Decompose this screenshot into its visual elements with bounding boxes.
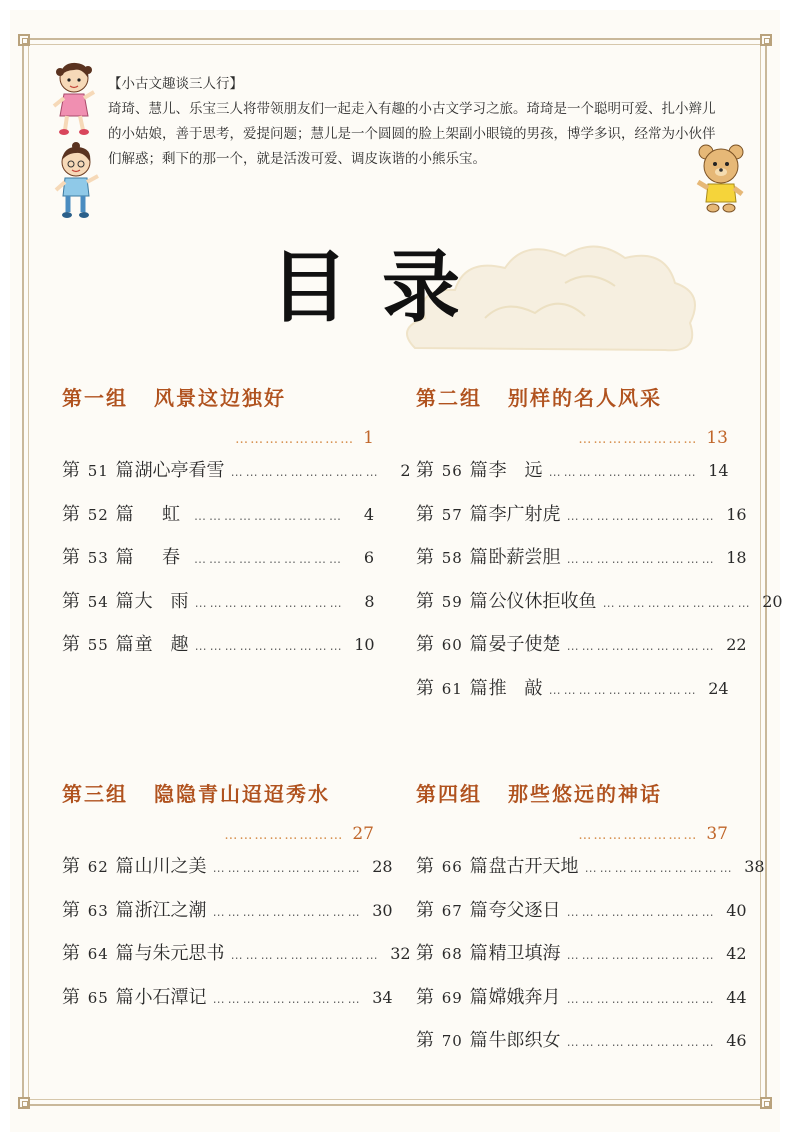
entry-title: 春	[162, 547, 180, 568]
entry-number: 62	[87, 858, 109, 876]
entry-suffix: 篇	[469, 634, 489, 655]
entry-title: 山川之美	[134, 856, 207, 877]
toc-entry[interactable]	[416, 587, 783, 631]
leader-dots: …………………………	[584, 861, 735, 875]
entry-suffix: 篇	[469, 899, 489, 921]
toc-entry[interactable]	[62, 852, 393, 896]
entry-prefix: 第	[416, 677, 435, 699]
toc-group-4	[416, 778, 765, 1070]
frame-corner-ornament	[760, 1097, 772, 1109]
entry-title: 李 远	[488, 460, 543, 481]
entry-number: 55	[87, 636, 109, 654]
entry-suffix: 篇	[115, 986, 135, 1008]
toc-group-2	[416, 382, 783, 717]
entry-prefix: 第	[416, 1030, 435, 1051]
toc-entry[interactable]	[416, 543, 747, 587]
leader-dots: …………………………	[194, 595, 345, 610]
entry-page: 42	[726, 944, 747, 963]
entry-page: 18	[726, 548, 747, 567]
entry-suffix: 篇	[469, 503, 489, 525]
leader-dots: ……………………	[235, 432, 356, 447]
entry-title: 公仪休拒收鱼	[488, 590, 597, 612]
entry-prefix: 第	[62, 503, 81, 525]
entry-prefix: 第	[416, 986, 435, 1008]
toc-entry[interactable]	[62, 587, 374, 631]
leader-dots: …………………………	[212, 861, 363, 875]
entry-page: 44	[726, 987, 747, 1007]
entry-prefix: 第	[416, 634, 435, 655]
entry-number: 52	[87, 505, 109, 524]
entry-suffix: 篇	[469, 986, 489, 1008]
group-page-line	[416, 428, 728, 456]
intro-text: 琦琦、慧儿、乐宝三人将带领朋友们一起走入有趣的小古文学习之旅。琦琦是一个聪明可爱、扎小辫儿的小姑娘，善于思考，爱提问题；慧儿是一个圆圆的脸上架副小眼镜的男孩，博学多识，经常为小伙伴们解惑；剩下的那一个，就是活泼可爱、调皮诙谐的小熊乐宝。	[108, 101, 716, 167]
leader-dots: …………………………	[566, 552, 717, 566]
entry-number: 63	[87, 901, 109, 920]
entry-number: 51	[87, 462, 109, 480]
entry-page: 34	[372, 987, 393, 1007]
group-page-line	[62, 428, 374, 456]
entry-suffix: 篇	[115, 460, 135, 481]
entry-number: 68	[441, 945, 463, 963]
entry-title: 卧薪尝胆	[488, 547, 561, 568]
entry-title: 与朱元思书	[134, 943, 225, 964]
entry-title: 湖心亭看雪	[134, 460, 225, 481]
boy-huier-illustration	[52, 140, 104, 220]
entry-page: 30	[372, 900, 393, 920]
entry-title: 嫦娥奔月	[488, 986, 561, 1008]
toc-entry[interactable]	[62, 896, 393, 940]
entry-number: 61	[441, 679, 463, 698]
leader-dots: …………………………	[602, 595, 753, 610]
entry-prefix: 第	[416, 503, 435, 525]
entry-suffix: 篇	[115, 634, 135, 655]
entry-page: 4	[363, 504, 374, 524]
entry-list	[416, 456, 783, 717]
entry-page: 22	[726, 635, 747, 654]
group-page-number: 27	[352, 824, 374, 844]
toc-entry[interactable]	[62, 543, 374, 587]
entry-page: 20	[762, 591, 783, 611]
entry-number: 58	[441, 549, 463, 567]
group-label: 第四组	[416, 782, 482, 806]
entry-number: 60	[441, 636, 463, 654]
entry-number: 69	[441, 988, 463, 1007]
frame-corner-ornament	[18, 34, 30, 46]
leader-dots: …………………………	[194, 639, 345, 653]
group-name: 隐隐青山迢迢秀水	[154, 782, 330, 806]
entry-prefix: 第	[416, 943, 435, 964]
entry-page: 24	[708, 678, 729, 698]
entry-number: 56	[441, 462, 463, 480]
toc-entry[interactable]	[416, 983, 747, 1027]
intro-title: 【小古文趣谈三人行】	[108, 76, 243, 92]
toc-entry[interactable]	[62, 456, 411, 500]
entry-page: 38	[744, 857, 765, 876]
group-page-line	[416, 824, 728, 852]
entry-page: 14	[708, 461, 729, 480]
entry-title: 盘古开天地	[488, 856, 579, 877]
entry-prefix: 第	[62, 547, 81, 568]
entry-suffix: 篇	[469, 460, 489, 481]
entry-suffix: 篇	[469, 590, 489, 612]
group-name: 风景这边独好	[154, 386, 286, 410]
leader-dots: …………………………	[548, 465, 699, 479]
group-title[interactable]	[416, 778, 728, 808]
entry-number: 67	[441, 901, 463, 920]
toc-entry[interactable]	[416, 1026, 747, 1070]
entry-prefix: 第	[416, 856, 435, 877]
toc-entry[interactable]	[416, 630, 747, 674]
toc-entry[interactable]	[62, 500, 374, 544]
toc-group-1	[62, 382, 411, 674]
intro-section	[108, 72, 728, 172]
entry-page: 6	[363, 548, 374, 567]
leader-dots: ……………………	[224, 828, 345, 843]
girl-qiqi-illustration	[52, 58, 102, 138]
entry-suffix: 篇	[469, 856, 489, 877]
entry-number: 57	[441, 505, 463, 524]
leader-dots: …………………………	[566, 1035, 717, 1049]
entry-list	[62, 852, 411, 1026]
group-title[interactable]	[416, 382, 728, 412]
entry-suffix: 篇	[115, 547, 135, 568]
group-label: 第一组	[62, 386, 128, 410]
entry-page: 46	[726, 1031, 747, 1050]
frame-corner-ornament	[18, 1097, 30, 1109]
entry-title: 大 雨	[134, 590, 189, 612]
entry-prefix: 第	[416, 460, 435, 481]
entry-prefix: 第	[62, 634, 81, 655]
leader-dots: …………………………	[566, 948, 717, 962]
entry-number: 64	[87, 945, 109, 963]
entry-title: 虹	[162, 503, 180, 525]
entry-page: 16	[726, 504, 747, 524]
entry-title: 夸父逐日	[488, 899, 561, 921]
entry-suffix: 篇	[469, 547, 489, 568]
toc-entry[interactable]	[416, 896, 747, 940]
toc-entry[interactable]	[416, 939, 747, 983]
entry-number: 66	[441, 858, 463, 876]
leader-dots: …………………………	[566, 639, 717, 653]
entry-suffix: 篇	[115, 899, 135, 921]
toc-entry[interactable]	[416, 852, 765, 896]
leader-dots: …………………………	[566, 508, 717, 523]
group-name: 那些悠远的神话	[508, 782, 662, 806]
group-page-number: 37	[706, 824, 728, 844]
entry-number: 54	[87, 592, 109, 611]
entry-suffix: 篇	[115, 590, 135, 612]
page-title: 目录	[270, 242, 495, 333]
entry-suffix: 篇	[115, 856, 135, 877]
entry-prefix: 第	[416, 590, 435, 612]
entry-title: 精卫填海	[488, 943, 561, 964]
leader-dots: …………………………	[212, 904, 363, 919]
leader-dots: …………………………	[194, 508, 344, 523]
group-label: 第三组	[62, 782, 128, 806]
entry-title: 推 敲	[488, 677, 543, 699]
group-page-number: 13	[706, 428, 728, 448]
entry-title: 牛郎织女	[488, 1030, 561, 1051]
entry-title: 李广射虎	[488, 503, 561, 525]
entry-prefix: 第	[62, 943, 81, 964]
entry-prefix: 第	[62, 899, 81, 921]
entry-number: 59	[441, 592, 463, 611]
entry-prefix: 第	[62, 460, 81, 481]
entry-prefix: 第	[416, 547, 435, 568]
entry-list	[416, 852, 765, 1070]
entry-suffix: 篇	[469, 943, 489, 964]
leader-dots: …………………………	[566, 904, 717, 919]
entry-page: 10	[354, 635, 375, 654]
group-title[interactable]	[62, 382, 374, 412]
toc-entry[interactable]	[62, 939, 411, 983]
group-page-line	[62, 824, 374, 852]
entry-suffix: 篇	[115, 943, 135, 964]
leader-dots: ……………………	[578, 828, 699, 843]
entry-title: 小石潭记	[134, 986, 207, 1008]
group-title[interactable]	[62, 778, 374, 808]
toc-entry[interactable]	[62, 630, 374, 674]
entry-title: 晏子使楚	[488, 634, 561, 655]
entry-number: 70	[441, 1032, 463, 1050]
entry-prefix: 第	[62, 856, 81, 877]
leader-dots: …………………………	[194, 552, 344, 566]
entry-suffix: 篇	[115, 503, 135, 525]
leader-dots: ……………………	[578, 432, 699, 447]
entry-number: 53	[87, 549, 109, 567]
group-page-number: 1	[363, 428, 374, 448]
entry-prefix: 第	[62, 590, 81, 612]
leader-dots: …………………………	[212, 991, 363, 1006]
toc-entry[interactable]	[416, 674, 728, 718]
group-name: 别样的名人风采	[508, 386, 662, 410]
toc-entry[interactable]	[416, 500, 747, 544]
toc-entry[interactable]	[416, 456, 728, 500]
entry-title: 童 趣	[134, 634, 189, 655]
toc-group-3	[62, 778, 411, 1026]
entry-prefix: 第	[416, 899, 435, 921]
leader-dots: …………………………	[566, 991, 717, 1006]
entry-prefix: 第	[62, 986, 81, 1008]
entry-title: 浙江之潮	[134, 899, 207, 921]
entry-list	[62, 456, 411, 674]
entry-page: 8	[364, 591, 375, 611]
entry-page: 2	[400, 461, 411, 480]
entry-suffix: 篇	[469, 1030, 489, 1051]
frame-corner-ornament	[760, 34, 772, 46]
leader-dots: …………………………	[230, 948, 381, 962]
group-label: 第二组	[416, 386, 482, 410]
entry-suffix: 篇	[469, 677, 489, 699]
entry-page: 40	[726, 900, 747, 920]
leader-dots: …………………………	[230, 465, 381, 479]
entry-page: 32	[390, 944, 411, 963]
leader-dots: …………………………	[548, 682, 699, 697]
toc-entry[interactable]	[62, 983, 393, 1027]
entry-number: 65	[87, 988, 109, 1007]
entry-page: 28	[372, 857, 393, 876]
